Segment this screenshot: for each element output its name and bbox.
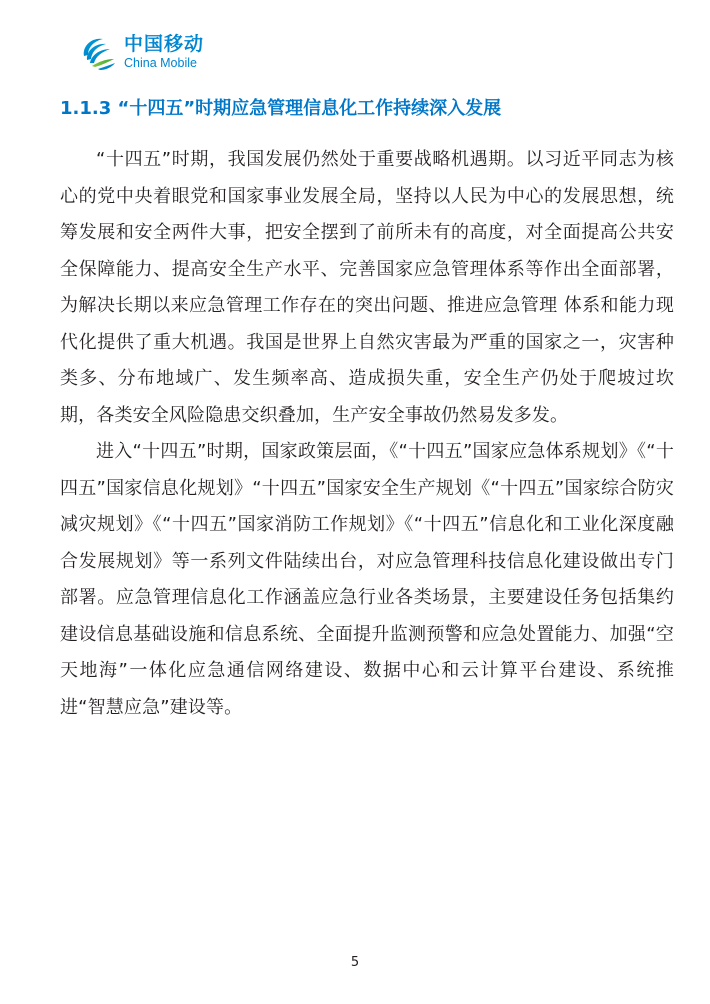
section-title: 1.1.3 “十四五”时期应急管理信息化工作持续深入发展 [60, 98, 502, 119]
brand-name-en: China Mobile [124, 55, 197, 70]
body-content [60, 142, 674, 726]
brand-wordmark [124, 32, 205, 70]
brand-name-cn: 中国移动 [124, 32, 205, 55]
paragraph: 进入“十四五”时期，国家政策层面，《“十四五”国家应急体系规划》《“十四五”国家信息化规划》“十四五”国家安全生产规划《“十四五”国家综合防灾减灾规划》《“十四五”国家消防工作规划》《“十四五”信息化和工业化深度融合发展规划》等一系列文件陆续出台，对应急管理科技信息化建设做出专门部署。应急管理信息化工作涵盖应急行业各类场景，主要建设任务包括集约建设信息基础设施和信息系统、全面提升监测预警和应急处置能力、加强“空天地海”一体化应急通信网络建设、数据中心和云计算平台建设、系统推进“智慧应急”建设等。 [60, 441, 674, 718]
page-header [78, 30, 204, 74]
china-mobile-logo-icon [78, 32, 118, 72]
page-number: 5 [350, 955, 360, 970]
paragraph: “十四五”时期，我国发展仍然处于重要战略机遇期。以习近平同志为核心的党中央着眼党和国家事业发展全局，坚持以人民为中心的发展思想，统筹发展和安全两件大事，把安全摆到了前所未有的高度，对全面提高公共安全保障能力、提高安全生产水平、完善国家应急管理体系等作出全面部署，为解决长期以来应急管理工作存在的突出问题、推进应急管理 体系和能力现代化提供了重大机遇。我国是世界上自然灾害最为严重的国家之一，灾害种类多、分布地域广、发生频率高、造成损失重，安全生产仍处于爬坡过坎期，各类安全风险隐患交织叠加，生产安全事故仍然易发多发。 [60, 149, 674, 426]
